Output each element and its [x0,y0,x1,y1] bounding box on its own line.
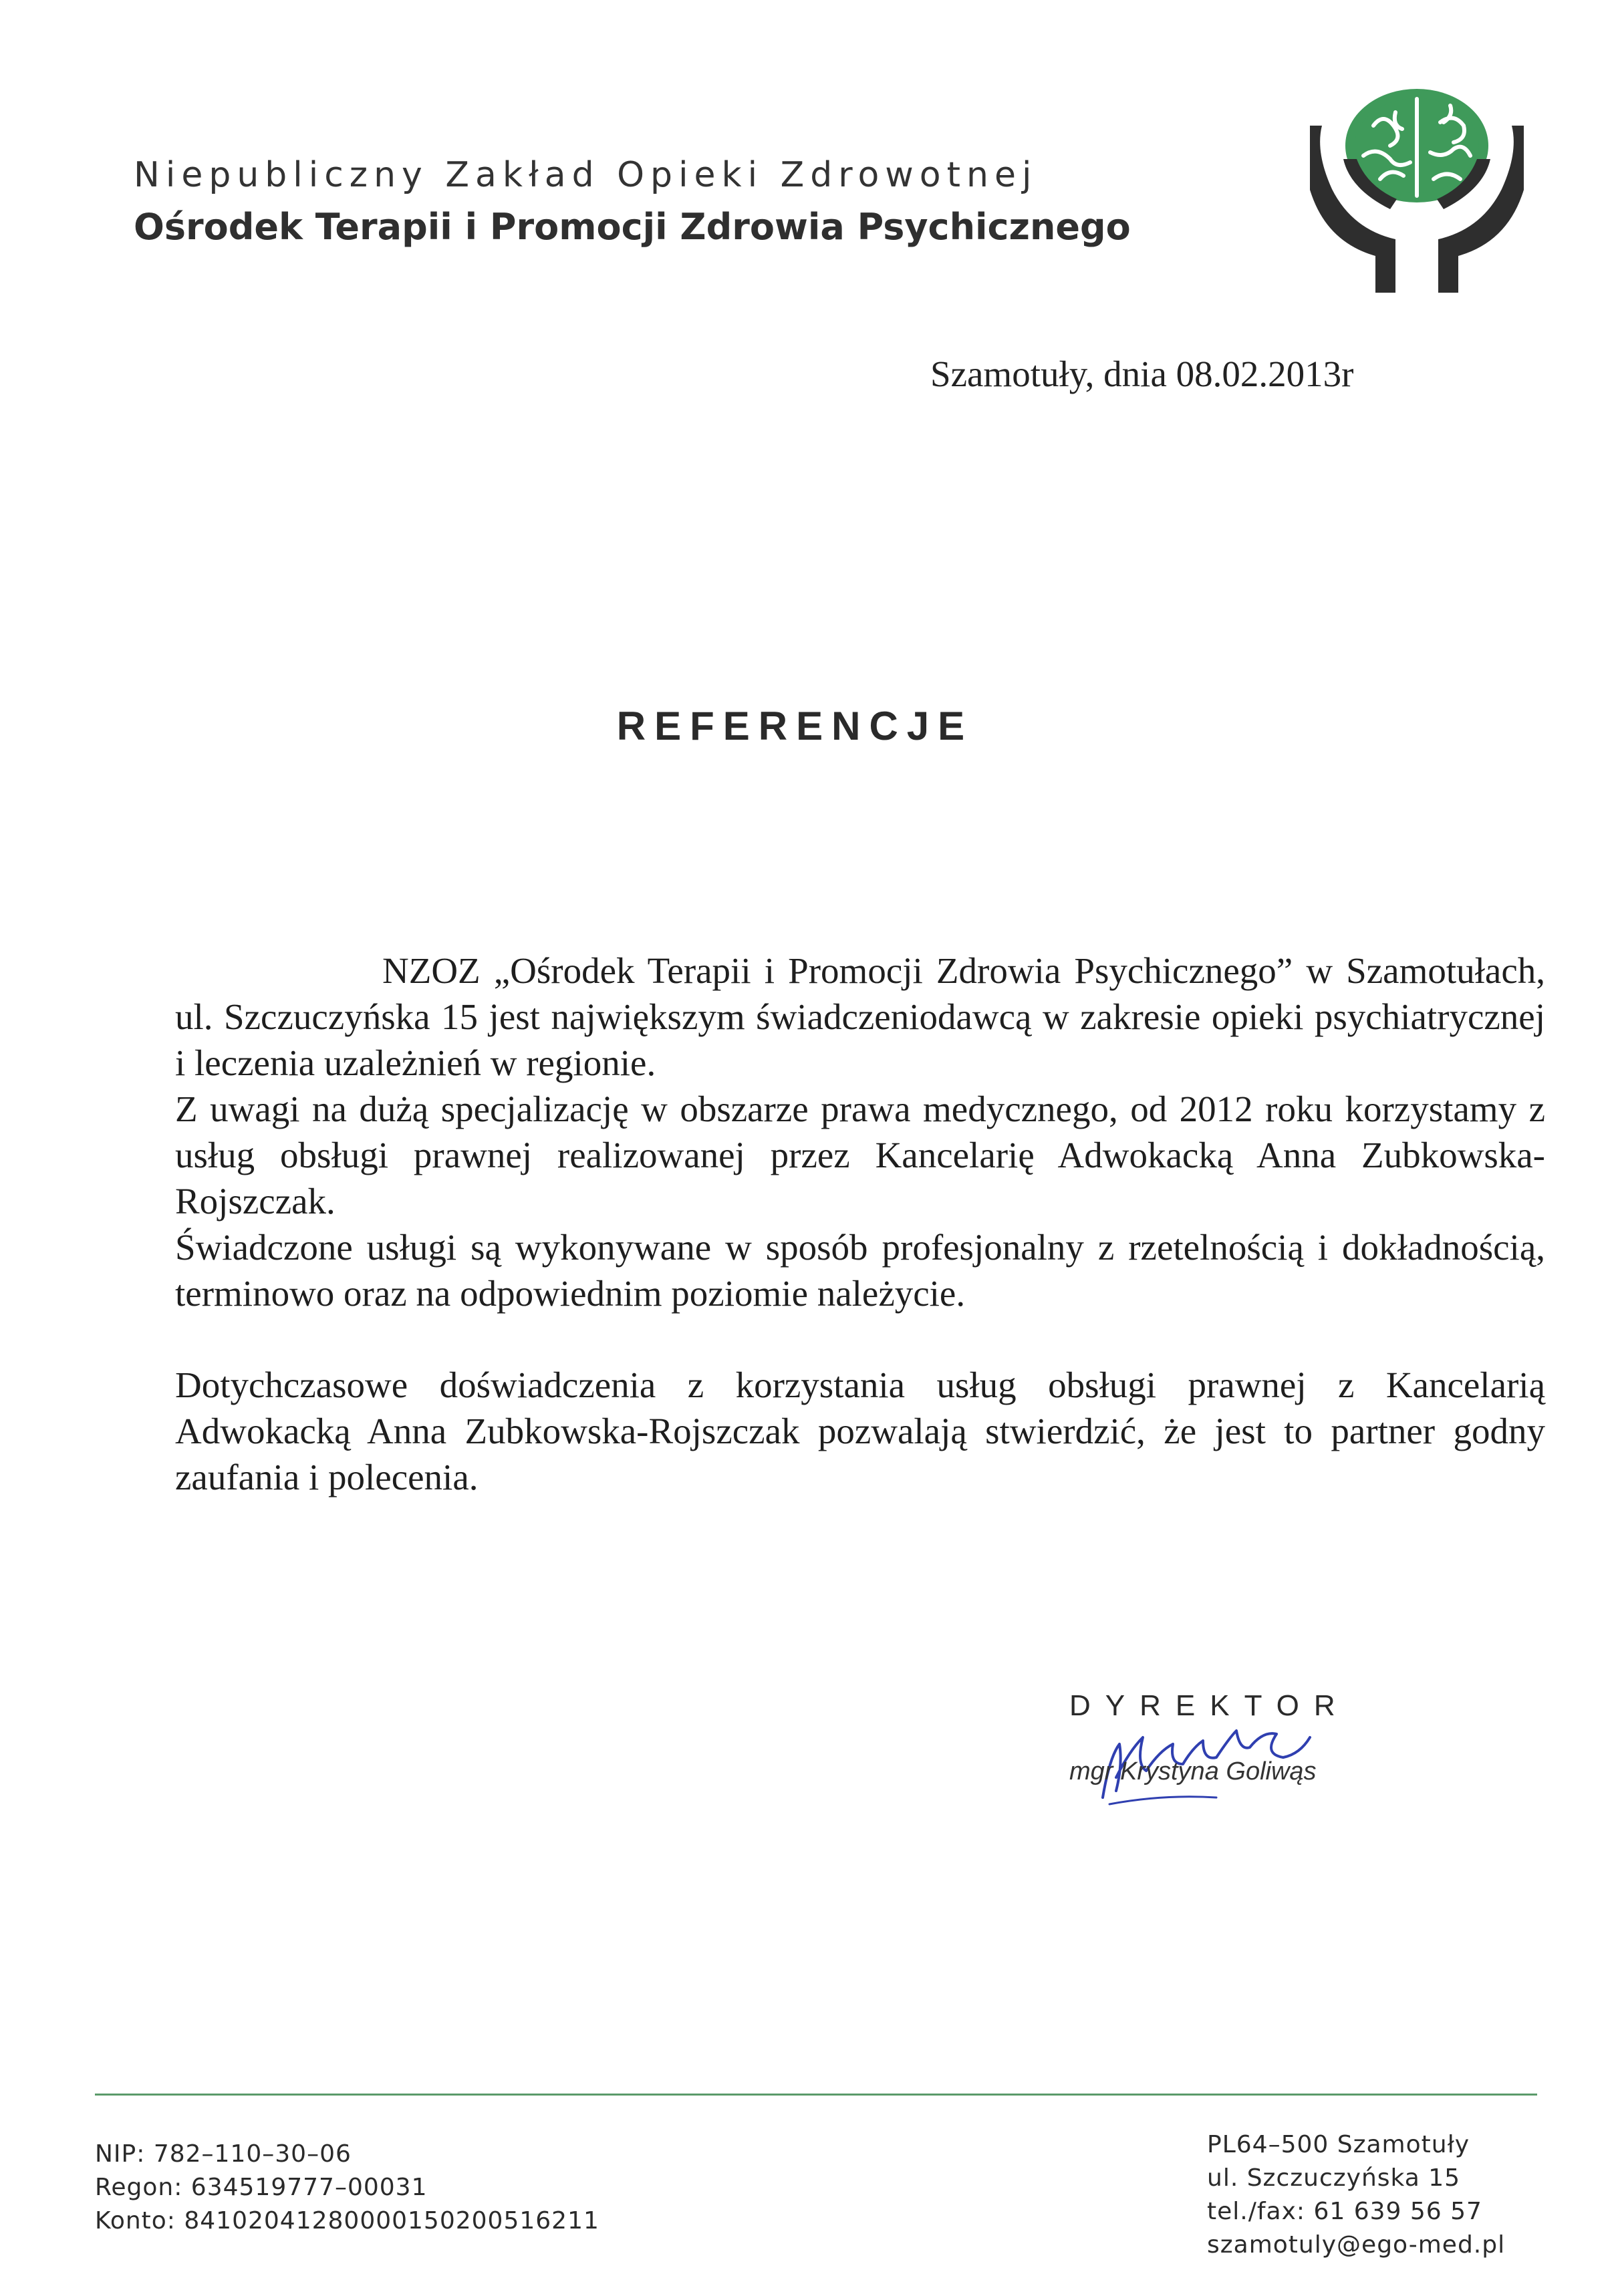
body-paragraph-2: Z uwagi na dużą specjalizację w obszarze prawa medycznego, od 2012 roku korzystamy z usług obsługi prawnej realizowanej przez Kancelarię Adwokacką Anna Zubkowska-Rojszczak. [175,1089,1545,1222]
footer-phone: tel./fax: 61 639 56 57 [1207,2198,1482,2225]
footer-divider [95,2094,1537,2096]
footer-account: Konto: 84102041280000150200516211 [95,2207,599,2235]
brain-in-hands-icon [1310,79,1524,299]
document-title [0,703,1610,749]
signatory-title: DYREKTOR [1069,1689,1350,1722]
footer-regon: Regon: 634519777–00031 [95,2174,428,2201]
letter-body [175,948,1545,1500]
footer-nip: NIP: 782–110–30–06 [95,2140,352,2168]
document-title-text: REFERENCJE [616,704,974,748]
footer-company-ids [95,2138,599,2238]
body-paragraph-1: NZOZ „Ośrodek Terapii i Promocji Zdrowia Psychicznego” w Szamotułach, ul. Szczuczyńska 15 jest największym świadczeniodawcą w zakresie opieki psychiatrycznej i leczenia uzależnień w regionie. [175,950,1545,1083]
footer-street: ul. Szczuczyńska 15 [1207,2164,1461,2192]
signatory-name: mgr Krystyna Goliwąs [1069,1757,1317,1785]
footer-contact [1207,2128,1505,2262]
footer-email: szamotuly@ego-med.pl [1207,2231,1506,2259]
body-paragraph-3: Świadczone usługi są wykonywane w sposób profesjonalny z rzetelnością i dokładnością, terminowo oraz na odpowiednim poziomie należycie. [175,1227,1545,1314]
org-subname-line: Ośrodek Terapii i Promocji Zdrowia Psychicznego [134,206,1131,248]
footer-postal: PL64–500 Szamotuły [1207,2131,1470,2158]
document-date: Szamotuły, dnia 08.02.2013r [930,353,1354,394]
org-name-line: Niepubliczny Zakład Opieki Zdrowotnej [134,155,1038,195]
body-paragraph-4: Dotychczasowe doświadczenia z korzystania usług obsługi prawnej z Kancelarią Adwokacką Anna Zubkowska-Rojszczak pozwalają stwierdzić, że jest to partner godny zaufania i polecenia. [175,1365,1545,1497]
